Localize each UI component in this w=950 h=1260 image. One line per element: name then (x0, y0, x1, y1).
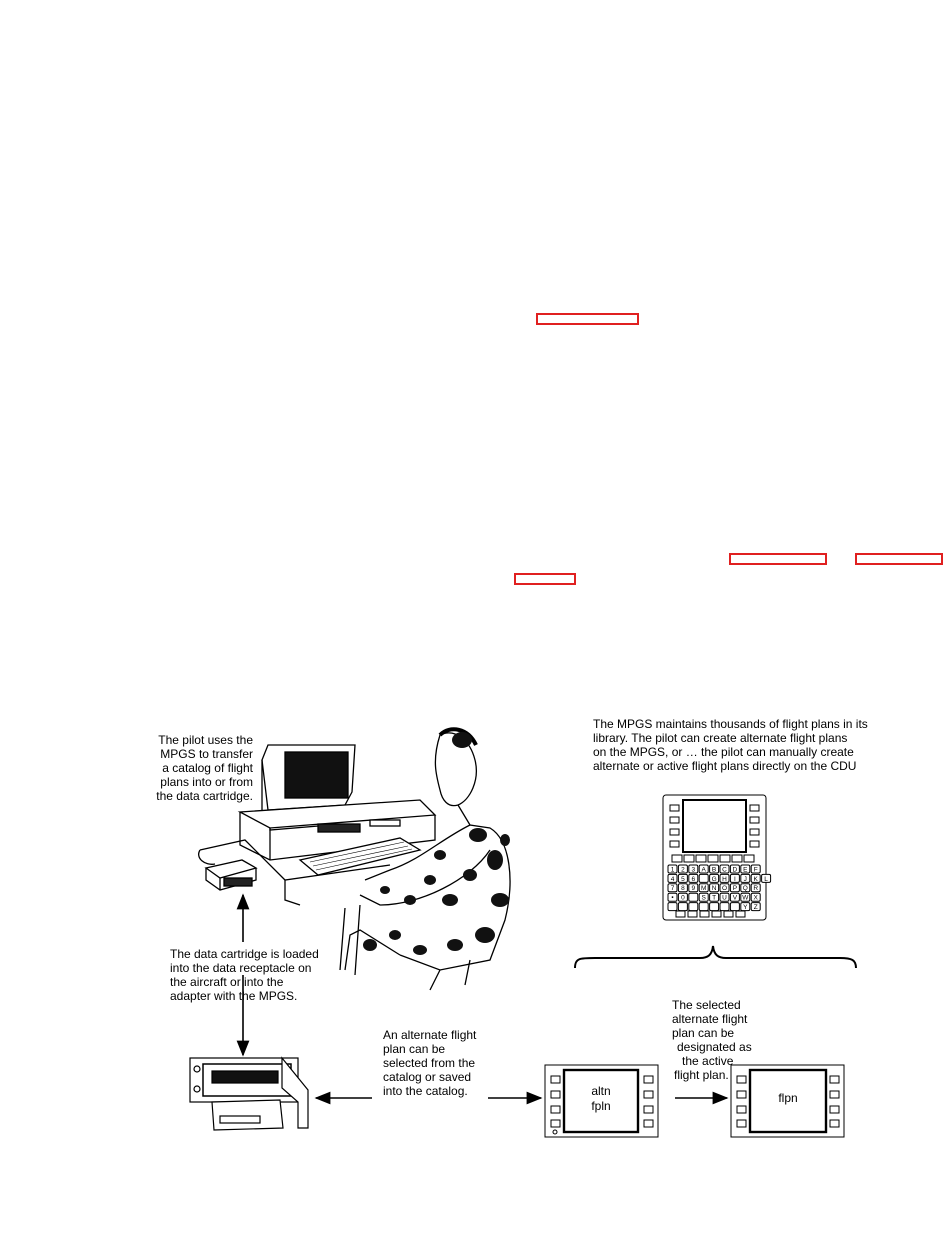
cdu-key-label: 5 (681, 875, 685, 883)
cdu-key-label: G (711, 875, 717, 883)
cdu-key-label: 2 (681, 866, 685, 874)
cdu-key (678, 903, 687, 911)
cdu-key-label: 7 (670, 885, 675, 893)
cdu-key-label: L (764, 875, 768, 883)
active-screen-text: flpn (778, 1091, 798, 1105)
cdu-key-label: 1 (670, 866, 675, 874)
cdu-key-label: M (700, 885, 707, 893)
cdu-key-label: 3 (691, 866, 696, 874)
cdu-key (720, 903, 729, 911)
cdu-key-label: 6 (691, 875, 696, 883)
cdu-key-label: U (722, 894, 727, 902)
cdu-key-label: D (732, 866, 738, 874)
cdu-key-label: E (743, 866, 748, 874)
cdu-key-label: I (733, 875, 736, 883)
cdu-unit-illustration (663, 795, 771, 920)
cdu-key-label: H (722, 875, 727, 883)
cdu-key-label: K (753, 875, 758, 883)
cdu-key-label: V (732, 894, 738, 902)
cdu-key-label: A (701, 866, 706, 874)
cdu-key (689, 893, 698, 901)
cdu-key-label: F (753, 866, 758, 874)
caption-alternate-selected: An alternate flight plan can be selected from the catalog or saved into the catalog. (383, 1028, 477, 1098)
cdu-key (710, 903, 719, 911)
caption-cartridge-loaded: The data cartridge is loaded into the data receptacle on the aircraft or into the adapter with the MPGS. (170, 947, 319, 1003)
cdu-function-keys (672, 855, 754, 862)
cdu-key-label: 9 (691, 885, 696, 893)
cdu-key (730, 903, 739, 911)
data-receptacle-illustration (190, 1058, 308, 1130)
cdu-key-label: O (721, 885, 728, 893)
cdu-key-label: • (671, 894, 674, 902)
cdu-key-label: Q (742, 885, 748, 893)
cdu-key-label: 8 (681, 885, 685, 893)
cdu-key (699, 874, 708, 882)
caption-designated-active: The selected alternate flight plan can be designated as the active flight plan. (672, 998, 752, 1082)
cdu-key-label: P (732, 885, 738, 893)
cdu-key-label: Y (743, 904, 748, 911)
cdu-key (689, 903, 698, 911)
cdu-key (668, 903, 677, 911)
cdu-key-label: 0 (681, 894, 685, 902)
caption-pilot-uses-mpgs: The pilot uses the MPGS to transfer a catalog of flight plans into or from the data cartridge. (156, 733, 253, 803)
cdu-key-label: 4 (670, 875, 675, 883)
cdu-key-label: T (712, 894, 717, 902)
cdu-key-label: W (742, 894, 749, 902)
cdu-key-label: X (753, 894, 758, 902)
cdu-key-label: Z (753, 904, 758, 911)
cdu-key-label: B (711, 866, 717, 874)
cdu-key-label: J (743, 875, 747, 883)
curly-brace (575, 946, 856, 968)
cdu-key (699, 903, 708, 911)
alternate-screen-text: altn fpln (591, 1084, 611, 1113)
caption-mpgs-maintains: The MPGS maintains thousands of flight plans in its library. The pilot can create alternate flight plans on the MPGS, or … the pilot can manually create alternate or active flight plans directly on the CDU (593, 717, 868, 773)
cdu-key-label: S (701, 894, 706, 902)
cdu-key-label: N (711, 885, 717, 893)
cdu-key-label: R (753, 885, 759, 893)
cdu-key-label: C (722, 866, 727, 874)
